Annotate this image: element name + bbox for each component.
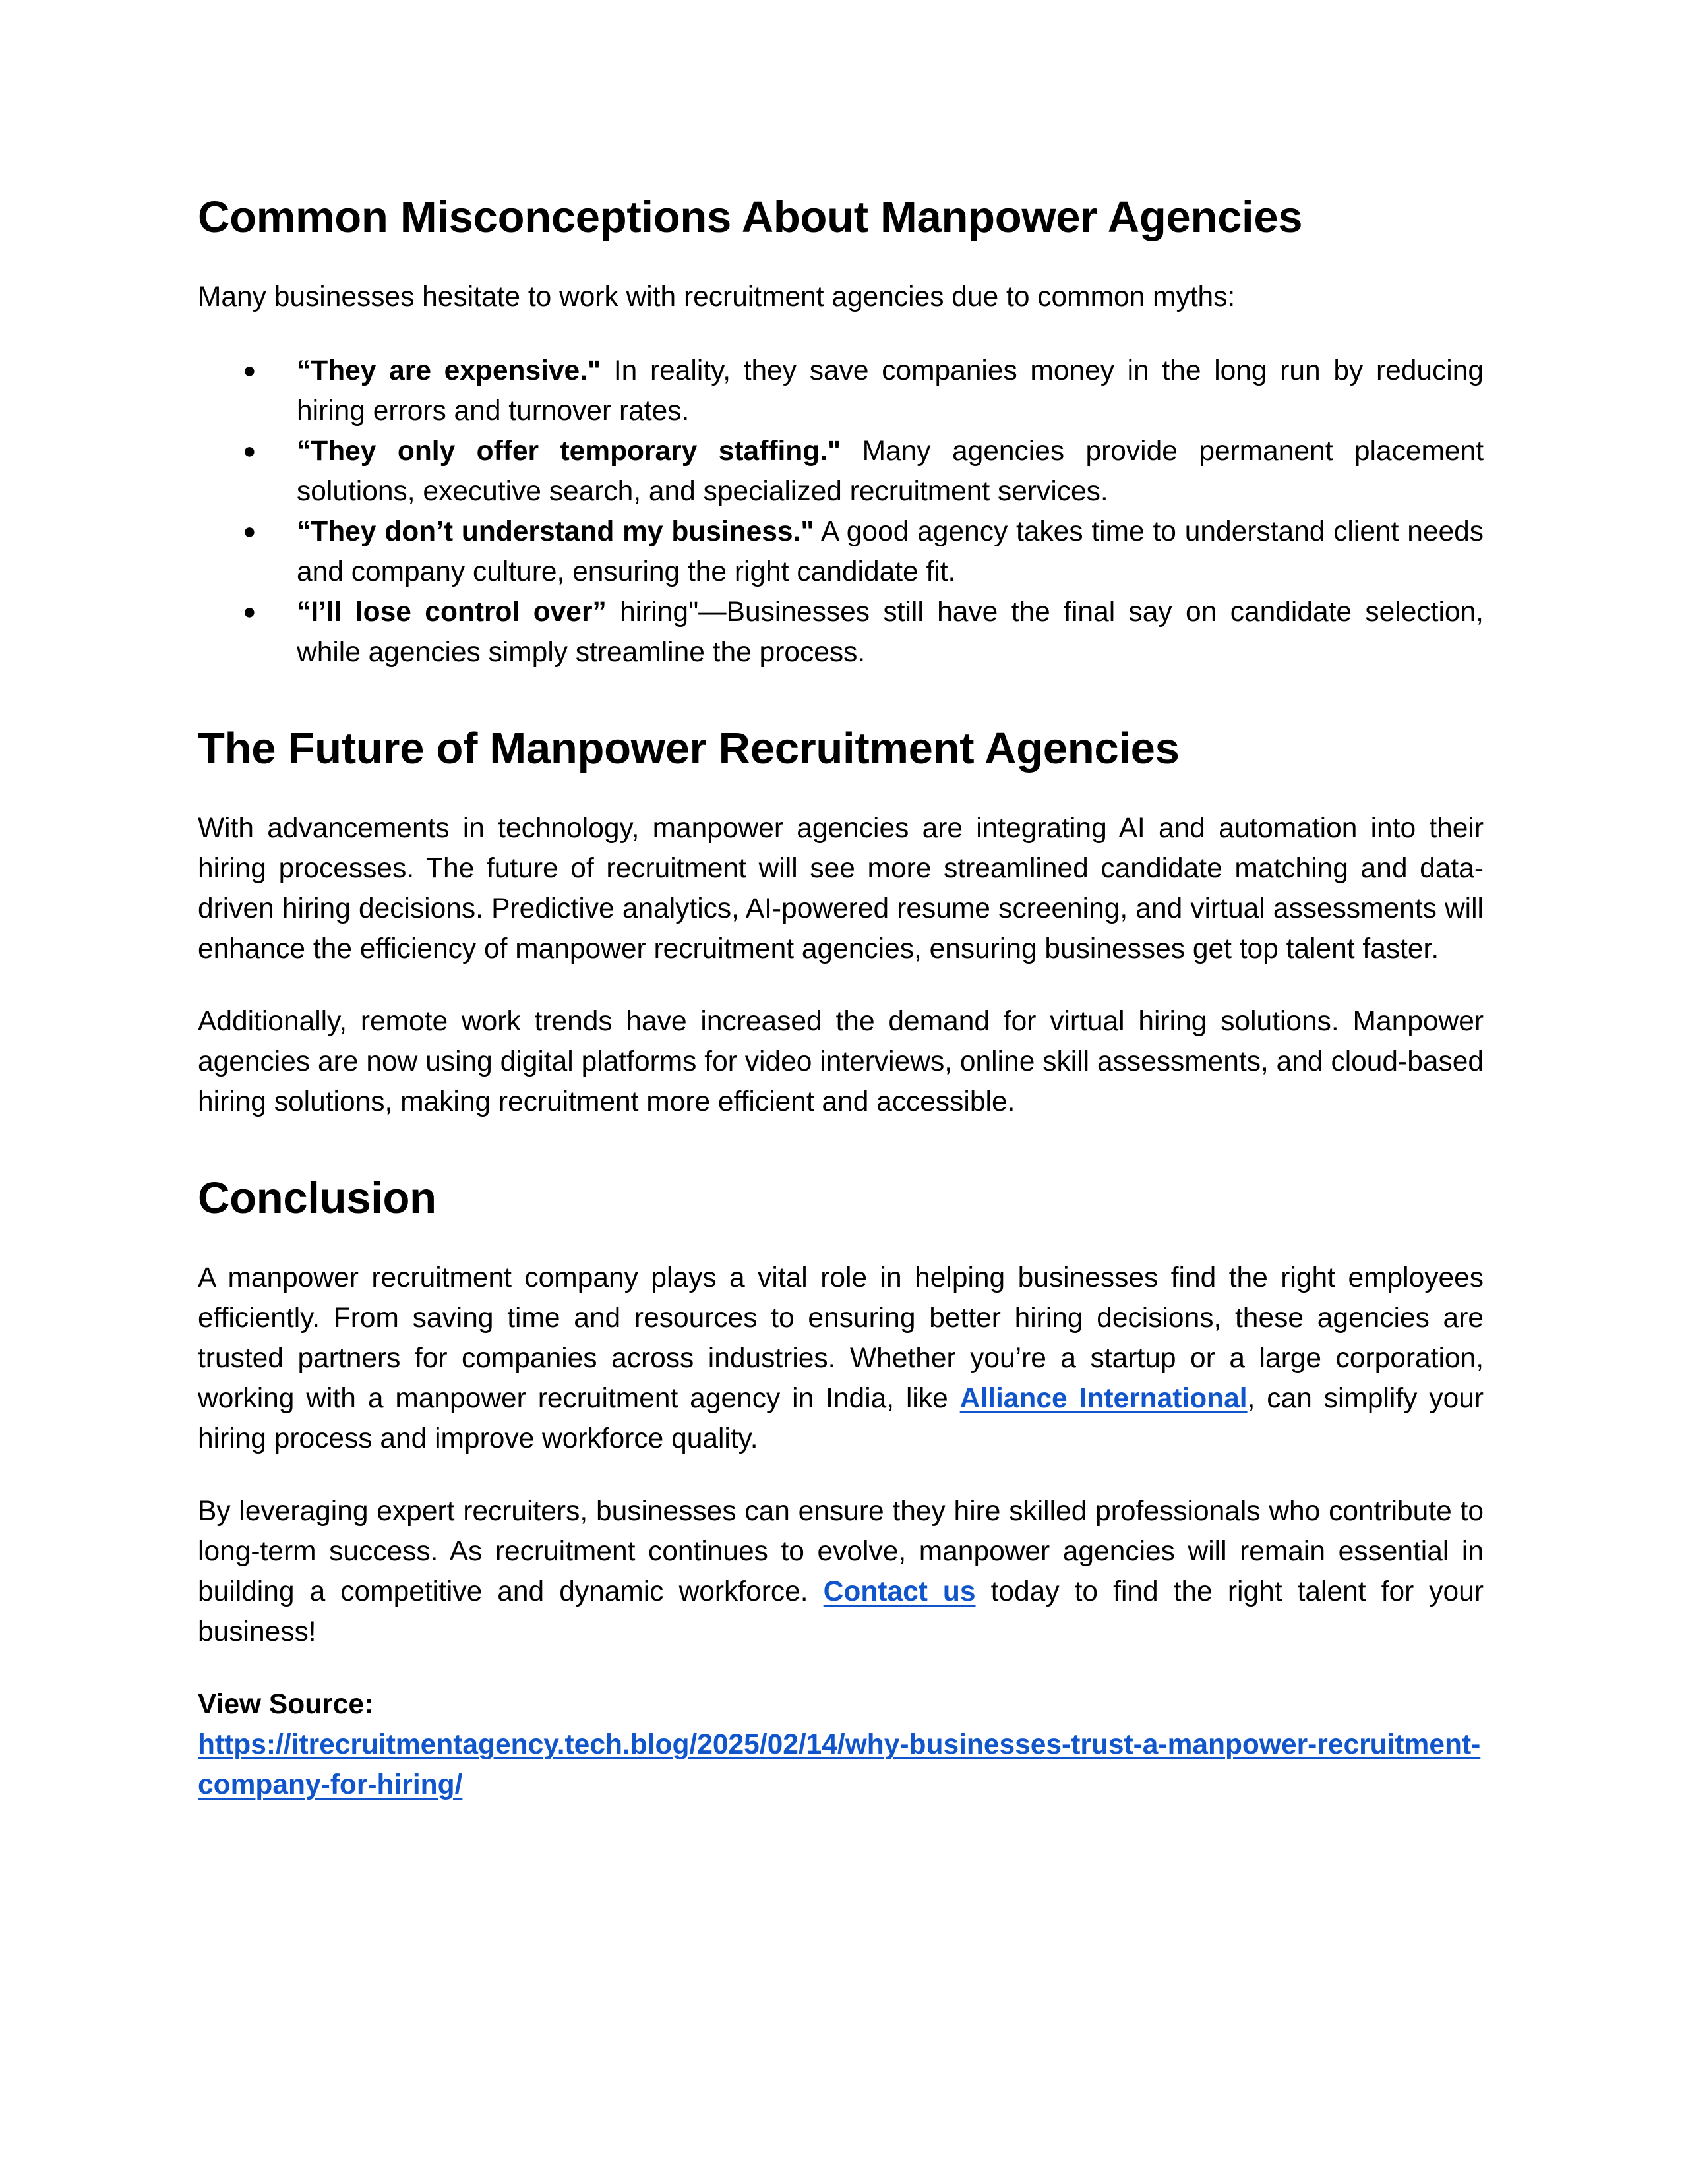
conclusion-paragraph-1 <box>198 1258 1484 1459</box>
document-page <box>198 191 1484 1805</box>
heading-misconceptions: Common Misconceptions About Manpower Agencies <box>198 192 1303 242</box>
bullet-icon: ● <box>243 438 256 463</box>
conclusion-text-before-link: A manpower recruitment company plays a vital role in helping businesses find the right employees efficiently. From saving time and resources to ensuring better hiring decisions, these agencies are trusted partners for companies across industries. Whether you’re a startup or a large corporation, working with a manpower recruitment agency in India, like <box>198 1262 1484 1414</box>
conclusion-text-after-contact: today to find the right talent for your business! <box>198 1576 1484 1647</box>
myth-text: Many agencies provide permanent placement solutions, executive search, and specialized recruitment services. <box>297 436 1484 507</box>
myth-title: “I’ll lose control over” <box>297 597 607 628</box>
future-paragraph-1: With advancements in technology, manpower agencies are integrating AI and automation into their hiring processes. The future of recruitment will see more streamlined candidate matching and data-driven hiring decisions. Predictive analytics, AI-powered resume screening, and virtual assessments will enhance the efficiency of manpower recruitment agencies, ensuring businesses get top talent faster. <box>198 813 1484 964</box>
contact-us-link[interactable]: Contact us <box>823 1576 976 1607</box>
myths-list <box>198 351 1484 672</box>
myth-title: “They are expensive." <box>297 355 601 386</box>
list-item <box>243 351 1484 431</box>
view-source-label <box>198 1684 1484 1725</box>
myth-text: In reality, they save companies money in the long run by reducing hiring errors and turnover rates. <box>297 355 1484 427</box>
heading-conclusion: Conclusion <box>198 1173 437 1223</box>
myth-title: “They don’t understand my business." <box>297 516 814 547</box>
list-item <box>243 431 1484 512</box>
conclusion-paragraph-2 <box>198 1491 1484 1652</box>
conclusion-text-after-link: , can simplify your hiring process and improve workforce quality. <box>198 1383 1484 1454</box>
list-item <box>243 512 1484 592</box>
bullet-icon: ● <box>243 519 256 544</box>
alliance-international-link[interactable]: Alliance International <box>959 1383 1248 1414</box>
source-url-link[interactable]: https://itrecruitmentagency.tech.blog/2025/02/14/why-businesses-trust-a-manpower-recruitment-company-for-hiring/ <box>198 1729 1481 1800</box>
bullet-icon: ● <box>243 599 256 624</box>
myth-text: hiring"—Businesses still have the final say on candidate selection, while agencies simply streamline the process. <box>297 597 1484 668</box>
myth-title: “They only offer temporary staffing." <box>297 436 841 467</box>
bullet-icon: ● <box>243 358 256 383</box>
view-source-label-text: View Source: <box>198 1689 374 1720</box>
myth-text: A good agency takes time to understand client needs and company culture, ensuring the right candidate fit. <box>297 516 1484 587</box>
heading-future: The Future of Manpower Recruitment Agencies <box>198 724 1180 773</box>
misconceptions-intro: Many businesses hesitate to work with recruitment agencies due to common myths: <box>198 281 1236 312</box>
list-item <box>243 592 1484 672</box>
future-paragraph-2: Additionally, remote work trends have increased the demand for virtual hiring solutions. Manpower agencies are now using digital platforms for video interviews, online skill assessments, and cloud-based hiring solutions, making recruitment more efficient and accessible. <box>198 1006 1484 1117</box>
conclusion-text-before-contact: By leveraging expert recruiters, businesses can ensure they hire skilled professionals who contribute to long-term success. As recruitment continues to evolve, manpower agencies will remain essential in building a competitive and dynamic workforce. <box>198 1496 1484 1607</box>
